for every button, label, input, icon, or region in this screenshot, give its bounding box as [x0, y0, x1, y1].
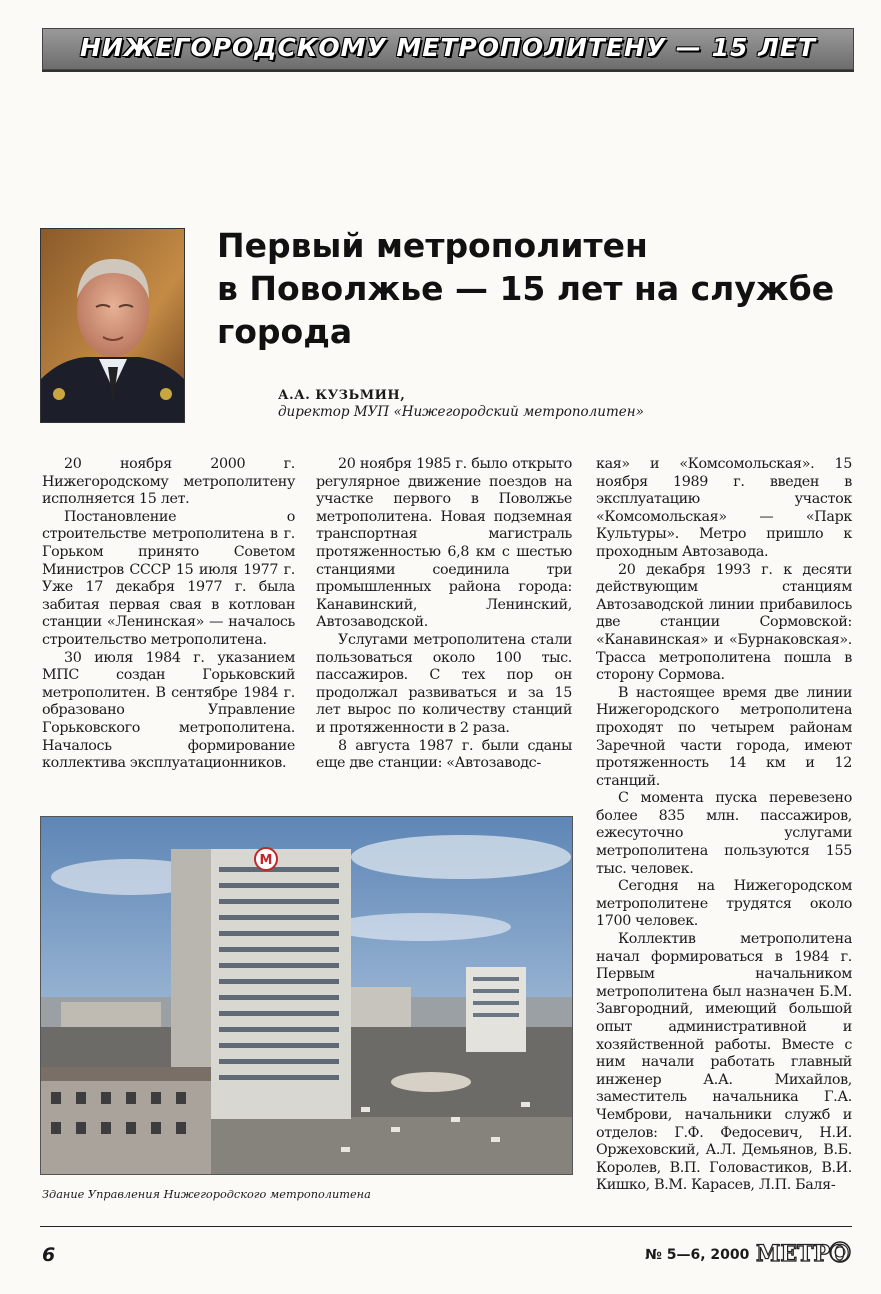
- paragraph: В настоящее время две линии Нижегородского метрополитена проходят по четырем районам Заречной части города, имеют протяженность 14 км и 12 станций.: [596, 684, 852, 789]
- paragraph: Коллектив метрополитена начал формироваться в 1984 г. Первым начальником метрополитена был назначен Б.М. Завгородний, имеющий большой опыт административной и хозяйственной работы. Вместе с ним начали работать главный инженер А.А. Михайлов, заместитель начальника Г.А. Чемброви, начальники служб и отделов: Г.Ф. Федосевич, Н.И. Оржеховский, А.Л. Демьянов, В.Б. Королев, В.П. Головастиков, В.И. Кишко, В.М. Карасев, Л.П. Баля-: [596, 931, 852, 1194]
- paragraph: 20 декабря 1993 г. к десяти действующим станциям Автозаводской линии прибавилось две станции Сормовской: «Канавинская» и «Бурнаковская». Трасса метрополитена пошла в сторону Сормова.: [596, 561, 852, 684]
- page-number: 6: [42, 1244, 56, 1266]
- author-portrait: [40, 228, 185, 423]
- paragraph-continued: кая» и «Комсомольская». 15 ноября 1989 г. введен в эксплуатацию участок «Комсомольская» — «Парк Культуры». Метро пришло к проходным Автозавода.: [596, 456, 852, 560]
- logo-text: МЕТРО: [756, 1241, 850, 1267]
- banner-title: НИЖЕГОРОДСКОМУ МЕТРОПОЛИТЕНУ — 15 ЛЕТ: [79, 33, 816, 62]
- paragraph: Услугами метрополитена стали пользоваться около 100 тыс. пассажиров. С тех пор он продолжал развиваться и за 15 лет вырос по количеству станций и протяженности в 2 раза.: [316, 631, 572, 736]
- building-photo: [40, 816, 573, 1175]
- issue-number: № 5—6, 2000: [645, 1247, 750, 1263]
- title-line-2: в Поволжье — 15 лет на службе: [217, 269, 835, 308]
- metro-sign: М: [259, 853, 273, 868]
- text-column-1: [42, 456, 295, 773]
- title-line-1: Первый метрополитен: [217, 226, 648, 265]
- section-banner: [42, 28, 854, 70]
- footer-divider: [40, 1226, 852, 1227]
- metro-logo: [754, 1232, 852, 1272]
- text-column-3: [596, 456, 852, 1195]
- paragraph: Сегодня на Нижегородском метрополитене трудятся около 1700 человек.: [596, 878, 852, 930]
- text-column-2: [316, 456, 572, 773]
- paragraph: 20 ноября 2000 г. Нижегородскому метрополитену исполняется 15 лет.: [42, 456, 295, 508]
- paragraph: Постановление о строительстве метрополитена в г. Горьком принято Советом Министров СССР 15 июля 1977 г. Уже 17 декабря 1977 г. была забитая первая свая в котлован станции «Ленинская» — началось строительство метрополитена.: [42, 508, 295, 648]
- paragraph: 8 августа 1987 г. были сданы еще две станции: «Автозаводс-: [316, 737, 572, 772]
- title-line-3: города: [217, 312, 353, 351]
- article-title: [217, 224, 847, 353]
- paragraph: 20 ноября 1985 г. было открыто регулярное движение поездов на участке первого в Поволжье метрополитена. Новая подземная транспортная магистраль протяженностью 6,8 км с шестью станциями соединила три промышленных района города: Канавинский, Ленинский, Автозаводской.: [316, 456, 572, 631]
- author-role: директор МУП «Нижегородский метрополитен»: [278, 404, 644, 420]
- paragraph: С момента пуска перевезено более 835 млн. пассажиров, ежесуточно услугами метрополитена пользуются 155 тыс. человек.: [596, 790, 852, 877]
- photo-caption: Здание Управления Нижегородского метрополитена: [42, 1188, 371, 1201]
- paragraph: 30 июля 1984 г. указанием МПС создан Горьковский метрополитен. В сентябре 1984 г. образовано Управление Горьковского метрополитена. Началось формирование коллектива эксплуатационников.: [42, 649, 295, 772]
- author-name: А.А. КУЗЬМИН,: [278, 388, 406, 403]
